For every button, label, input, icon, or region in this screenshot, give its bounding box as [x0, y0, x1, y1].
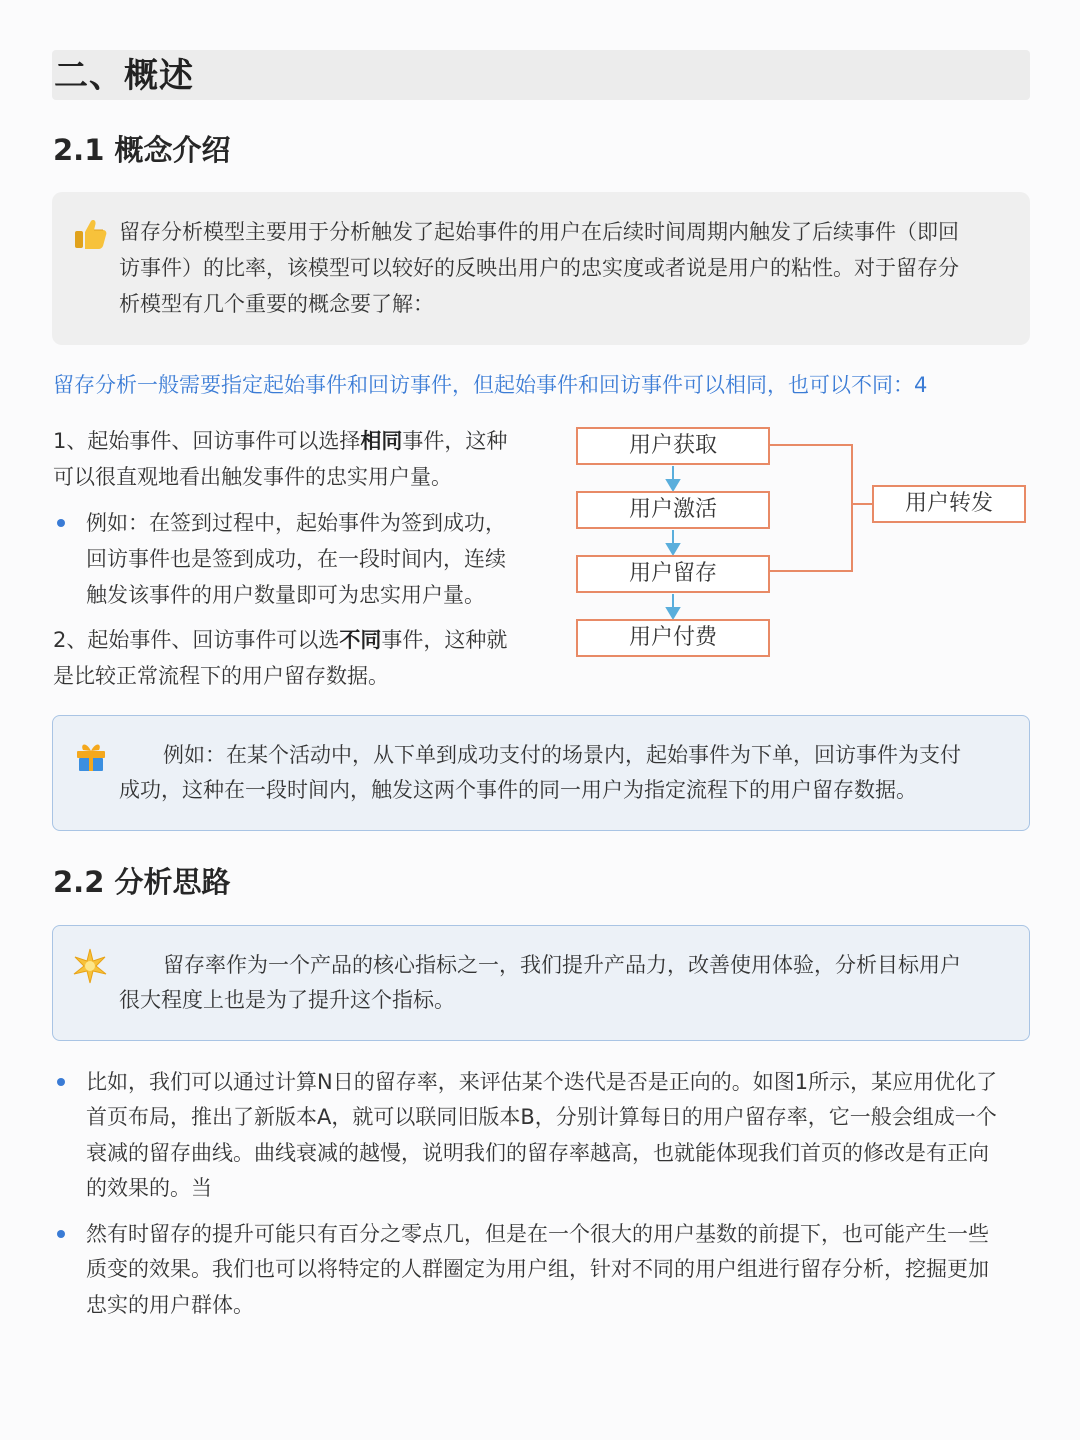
example-bullet-line: 触发该事件的用户数量即可为忠实用户量。: [86, 583, 485, 607]
bullet-dot: [57, 1078, 65, 1086]
event-note: 留存分析一般需要指定起始事件和回访事件，但起始事件和回访事件可以相同，也可以不同：4: [53, 373, 928, 397]
concept-callout-line: 留存分析模型主要用于分析触发了起始事件的用户在后续时间周期内触发了后续事件（即回: [119, 220, 959, 244]
flow-step-activation: 用户激活: [576, 491, 770, 529]
analysis-bullet-line: 衰减的留存曲线。曲线衰减的越慢，说明我们的留存率越高，也就能体现我们首页的修改是有正向: [86, 1141, 989, 1165]
sparkle-icon: [72, 948, 108, 984]
analysis-bullet-line: 首页布局，推出了新版本A，就可以联同旧版本B，分别计算每日的用户留存率，它一般会组成一个: [86, 1105, 997, 1129]
example-callout-line: 成功，这种在一段时间内，触发这两个事件的同一用户为指定流程下的用户留存数据。: [119, 778, 917, 802]
flow-step-referral: 用户转发: [872, 485, 1026, 523]
concept-callout-line: 析模型有几个重要的概念要了解：: [119, 292, 434, 316]
gift-icon: [74, 739, 108, 773]
example-callout-line: 例如：在某个活动中，从下单到成功支付的场景内，起始事件为下单，回访事件为支付: [163, 743, 961, 767]
section-title: 二、概述: [54, 56, 194, 96]
flow-arrow-head: [667, 544, 679, 554]
point-2-line: 是比较正常流程下的用户留存数据。: [53, 664, 389, 688]
flow-bracket: [770, 445, 852, 571]
flow-step-acquisition: 用户获取: [576, 427, 770, 465]
example-bullet-line: 例如：在签到过程中，起始事件为签到成功，: [86, 511, 506, 535]
flow-step-payment: 用户付费: [576, 619, 770, 657]
analysis-heading: 2.2 分析思路: [53, 865, 231, 899]
example-bullet-line: 回访事件也是签到成功，在一段时间内，连续: [86, 547, 506, 571]
concept-callout-line: 访事件）的比率，该模型可以较好的反映出用户的忠实度或者说是用户的粘性。对于留存分: [119, 256, 959, 280]
analysis-bullet-line: 忠实的用户群体。: [86, 1293, 254, 1317]
analysis-callout-line: 留存率作为一个产品的核心指标之一，我们提升产品力，改善使用体验，分析目标用户: [163, 953, 961, 977]
point-1: 1、起始事件、回访事件可以选择相同事件，这种: [53, 429, 508, 453]
concept-heading: 2.1 概念介绍: [53, 133, 231, 167]
point-2: 2、起始事件、回访事件可以选不同事件，这种就: [53, 628, 508, 652]
flow-step-retention: 用户留存: [576, 555, 770, 593]
point-1-line: 可以很直观地看出触发事件的忠实用户量。: [53, 465, 452, 489]
section-heading-band: [52, 50, 1030, 100]
analysis-bullet-line: 的效果的。当: [86, 1176, 212, 1200]
flow-arrow-head: [667, 608, 679, 618]
thumbs-up-icon: [72, 216, 108, 252]
analysis-bullet-line: 然有时留存的提升可能只有百分之零点几，但是在一个很大的用户基数的前提下，也可能产生一些: [86, 1222, 989, 1246]
analysis-bullet-line: 比如，我们可以通过计算N日的留存率，来评估某个迭代是否是正向的。如图1所示，某应用优化了: [86, 1070, 998, 1094]
analysis-callout-line: 很大程度上也是为了提升这个指标。: [119, 988, 455, 1012]
flow-arrow-head: [667, 480, 679, 490]
bullet-dot: [57, 1230, 65, 1238]
bullet-dot: [57, 519, 65, 527]
analysis-bullet-line: 质变的效果。我们也可以将特定的人群圈定为用户组，针对不同的用户组进行留存分析，挖掘更加: [86, 1257, 989, 1281]
